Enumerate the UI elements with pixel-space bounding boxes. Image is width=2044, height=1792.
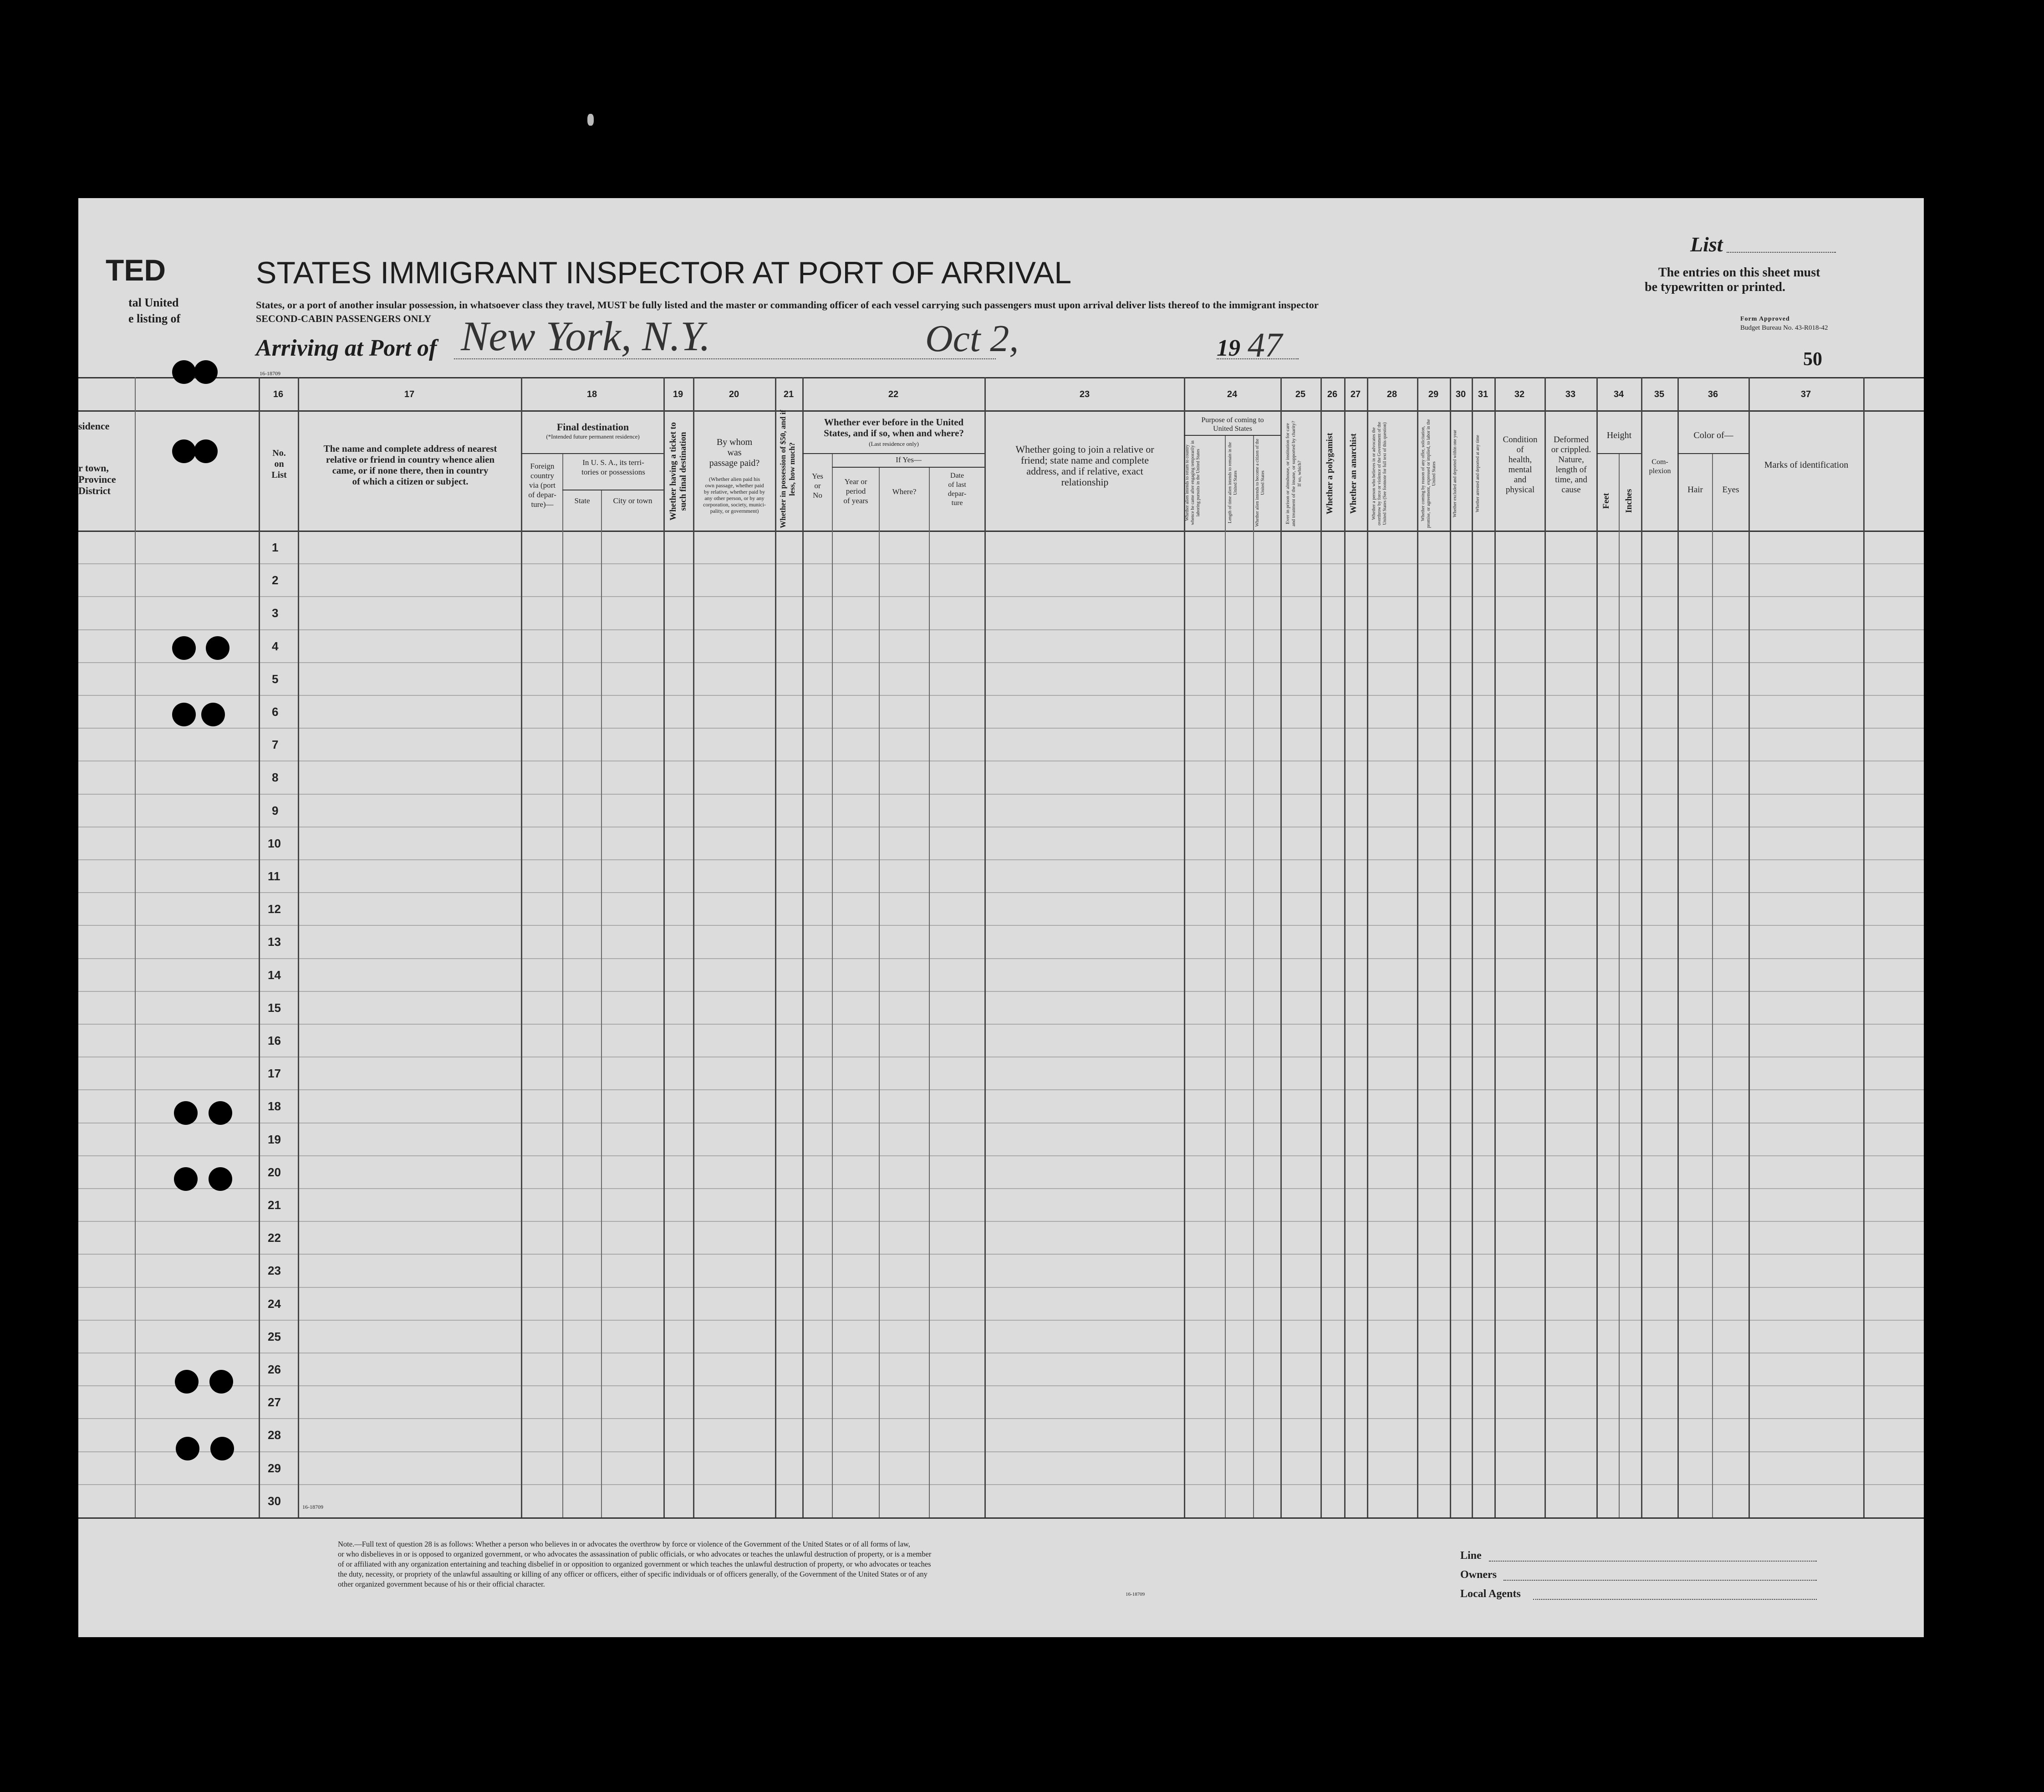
header-if-yes: If Yes—	[896, 455, 922, 464]
table-row	[78, 958, 1924, 959]
row-number: 4	[272, 639, 279, 653]
table-row	[78, 563, 1924, 564]
form-approved: Form Approved	[1740, 316, 1790, 322]
row-number: 14	[268, 968, 281, 982]
table-row	[78, 925, 1924, 926]
punch-hole	[209, 1370, 233, 1394]
list-label: List	[1690, 233, 1723, 256]
subhead-rule	[1677, 453, 1748, 454]
row-number: 24	[268, 1297, 281, 1311]
col-divider	[1320, 377, 1322, 1517]
stub-district: District	[78, 485, 111, 496]
table-row	[78, 859, 1924, 860]
header-join-relative: Whether going to join a relative or friend; state name and complete address, and if relative, exact relationship	[1015, 444, 1154, 488]
punch-hole	[176, 1437, 199, 1460]
left-fragment-heading: TED	[106, 253, 166, 287]
column-number: 37	[1800, 389, 1811, 399]
table-row	[78, 1385, 1924, 1386]
class-label: SECOND-CABIN PASSENGERS ONLY	[256, 313, 432, 324]
row-number: 25	[268, 1329, 281, 1343]
header-marks: Marks of identification	[1764, 460, 1849, 470]
column-number: 22	[888, 389, 899, 399]
header-state: State	[574, 496, 590, 505]
row-number: 9	[272, 803, 279, 817]
col-divider	[1417, 377, 1418, 1517]
header-usa: In U. S. A., its terri- tories or possessions	[581, 458, 645, 476]
col-divider	[1712, 453, 1713, 1517]
col-divider	[1494, 377, 1496, 1517]
punch-hole	[172, 636, 196, 660]
col-divider	[1225, 435, 1226, 1517]
year-printed: 19	[1217, 335, 1240, 361]
row-number: 11	[268, 869, 280, 883]
col-divider	[663, 377, 665, 1517]
col-divider	[1184, 377, 1185, 1517]
col-divider	[259, 377, 260, 1517]
page-title: STATES IMMIGRANT INSPECTOR AT PORT OF ARRIVAL	[256, 255, 1072, 290]
column-number: 35	[1654, 389, 1665, 399]
column-number: 32	[1514, 389, 1525, 399]
column-number: 21	[783, 389, 794, 399]
punch-hole	[172, 360, 196, 384]
table-top-border	[78, 377, 1924, 378]
row-number: 5	[272, 672, 279, 686]
header-feet: Feet	[1601, 493, 1611, 509]
header-anarchist: Whether an anarchist	[1349, 433, 1358, 514]
punch-hole	[209, 1167, 232, 1191]
header-year: Year or period of years	[843, 477, 868, 505]
col-divider	[1677, 377, 1679, 1517]
table-row	[78, 728, 1924, 729]
punch-hole	[206, 636, 229, 660]
col-divider	[1641, 377, 1642, 1517]
footer-note: Note.—Full text of question 28 is as follows: Whether a person who believes in or advocates the overthrow by force or violence of the Government of the United States or of all forms of law, or who disbelieves in or is opposed to organized government, or who advocates the assassination of public officials, or who advocates or teaches the unlawful destruction of property, or is a member of or affiliated with any organization entertaining and teaching disbelief in or opposition to organized government or which teaches the unlawful destruction of property, or who advocates or teaches the duty, necessity, or propriety of the unlawful assaulting or killing of any officer or officers, either of specific individuals or of officers generally, of the Government of the United States or of any other organized government because of his or their official character.	[338, 1540, 932, 1588]
header-fifty-dollars: Whether in possession of $50, and if less, how much?	[779, 410, 796, 528]
row-number: 8	[272, 771, 279, 785]
header-date-departure: Date of last depar- ture	[948, 472, 967, 507]
header-purpose: Purpose of coming to United States	[1201, 416, 1264, 433]
row-number: 2	[272, 573, 279, 587]
left-fragment-text: tal United	[128, 296, 179, 309]
header-complexion: Com- plexion	[1649, 458, 1671, 475]
column-number: 20	[729, 389, 739, 399]
punch-hole	[194, 360, 218, 384]
row-number: 17	[268, 1067, 281, 1081]
owners-label: Owners	[1460, 1569, 1497, 1581]
punch-hole	[209, 1101, 232, 1125]
owners-field	[1504, 1580, 1817, 1581]
column-number: 28	[1386, 389, 1397, 399]
col-divider	[601, 490, 602, 1517]
header-prison: Ever in prison or almshouse, or institution for care and treatment of the insane, or supported by charity? If so, which?	[1285, 421, 1302, 526]
header-polygamist: Whether a polygamist	[1325, 433, 1335, 515]
entries-note: The entries on this sheet must	[1658, 265, 1820, 280]
row-number: 20	[268, 1165, 281, 1179]
punch-hole	[174, 1167, 198, 1191]
entries-note: be typewritten or printed.	[1645, 280, 1785, 294]
date-handwritten: Oct 2,	[925, 317, 1019, 360]
col-divider	[832, 453, 833, 1517]
col-divider	[1748, 377, 1750, 1517]
table-row	[78, 892, 1924, 893]
row-number: 12	[268, 902, 281, 916]
subhead-rule	[521, 453, 663, 454]
header-bottom-rule	[78, 531, 1924, 532]
punch-hole	[174, 1101, 198, 1125]
subhead-rule	[1596, 453, 1641, 454]
colnum-rule	[78, 410, 1924, 412]
col-divider	[802, 377, 804, 1517]
column-number: 27	[1350, 389, 1361, 399]
row-number: 15	[268, 1001, 281, 1015]
col-divider	[1367, 377, 1368, 1517]
table-row	[78, 1254, 1924, 1255]
row-number: 23	[268, 1264, 281, 1278]
header-nearest-relative: The name and complete address of nearest relative or friend in country whence alien came, or if none there, then in country of which a citizen or subject.	[323, 443, 497, 487]
col-divider	[984, 377, 986, 1517]
punch-hole	[175, 1370, 199, 1394]
header-condition-health: Condition of health, mental and physical	[1503, 435, 1538, 495]
header-purpose-return: Whether alien intends to return to country whence he came after engaging temporarily in laboring pursuits in the United States	[1185, 440, 1201, 525]
footer-form-code: 16-18709	[302, 1504, 323, 1510]
row-number: 21	[268, 1198, 281, 1212]
table-row	[78, 695, 1924, 696]
header-ticket: Whether having a ticket to such final destination	[668, 422, 688, 521]
table-row	[78, 1418, 1924, 1419]
row-number: 1	[272, 541, 279, 554]
stub-divider	[135, 377, 136, 1517]
table-row	[78, 1024, 1924, 1025]
table-row	[78, 794, 1924, 795]
punch-hole	[194, 439, 218, 463]
table-row	[78, 1484, 1924, 1485]
header-purpose-citizen: Whether alien intends to become a citizen of the United States	[1255, 439, 1265, 527]
col-divider	[1253, 435, 1254, 1517]
table-bottom-rule	[78, 1517, 1924, 1519]
table-row	[78, 596, 1924, 597]
column-number: 18	[586, 389, 597, 399]
column-number: 19	[673, 389, 683, 399]
row-number: 27	[268, 1395, 281, 1409]
agents-field	[1533, 1599, 1817, 1600]
port-handwritten: New York, N.Y.	[461, 313, 711, 359]
column-number: 33	[1565, 389, 1576, 399]
row-number: 3	[272, 606, 279, 620]
header-foreign-country: Foreign country via (port of depar- ture)—	[528, 462, 556, 509]
column-number: 31	[1478, 389, 1488, 399]
column-number: 17	[404, 389, 415, 399]
col-divider	[1472, 377, 1473, 1517]
row-number: 30	[268, 1494, 281, 1508]
row-number: 10	[268, 836, 281, 850]
header-deformed: Deformed or crippled. Nature, length of time, and cause	[1551, 435, 1591, 495]
col-divider	[1863, 377, 1865, 1517]
line-label: Line	[1460, 1550, 1482, 1562]
form-code: 16-18709	[260, 370, 280, 377]
punch-hole	[210, 1437, 234, 1460]
table-row	[78, 1451, 1924, 1452]
col-divider	[1450, 377, 1451, 1517]
column-number: 29	[1428, 389, 1439, 399]
table-row	[78, 1155, 1924, 1156]
col-divider	[1280, 377, 1282, 1517]
col-divider	[929, 467, 930, 1517]
stub-residence: sidence	[78, 420, 110, 432]
header-excluded: Whether excluded and deported within one year	[1453, 429, 1458, 518]
column-number: 34	[1613, 389, 1624, 399]
punch-hole	[172, 703, 196, 726]
line-field	[1489, 1561, 1817, 1562]
header-hair: Hair	[1687, 485, 1703, 495]
row-number: 29	[268, 1461, 281, 1475]
header-color-of: Color of—	[1693, 430, 1733, 440]
col-divider	[298, 377, 299, 1517]
column-number: 36	[1708, 389, 1718, 399]
header-ever-before: Whether ever before in the United States, and if so, when and where? (Last residence only)	[824, 417, 964, 447]
row-number: 28	[268, 1428, 281, 1442]
col-divider	[562, 453, 563, 1517]
table-row	[78, 629, 1924, 630]
header-q28: Whether a person who believes in or advocates the overthrow by force or violence of the Government of the United States (See footnote for full text of this question)	[1371, 422, 1387, 526]
table-row	[78, 1320, 1924, 1321]
budget-bureau: Budget Bureau No. 43-R018-42	[1740, 324, 1828, 332]
header-where: Where?	[892, 487, 917, 496]
table-row	[78, 1089, 1924, 1090]
subhead-rule	[832, 467, 984, 468]
header-yes-or-no: Yes or No	[812, 472, 823, 500]
row-number: 7	[272, 738, 279, 752]
table-row	[78, 662, 1924, 663]
column-number: 23	[1079, 389, 1090, 399]
header-labor-offer: Whether coming by reason of any offer, solicitation, promise, or agreement, expressed or implied, to labor in the United States	[1421, 419, 1437, 528]
col-divider	[521, 377, 522, 1517]
scan-speck	[587, 114, 594, 126]
col-divider	[879, 467, 880, 1517]
header-arrested: Whether arrested and deported at any time	[1475, 435, 1480, 512]
header-passage-note: (Whether alien paid his own passage, whether paid by relative, whether paid by any other person, or by any corporation, society, munici- pality, or government)	[703, 476, 766, 514]
row-number: 6	[272, 705, 279, 719]
row-number: 19	[268, 1132, 281, 1146]
subhead-rule	[1184, 435, 1280, 436]
row-number: 13	[268, 935, 281, 949]
row-number: 16	[268, 1034, 281, 1047]
header-height: Height	[1606, 430, 1632, 440]
footer-note-code: 16-18709	[1126, 1592, 1145, 1597]
list-line	[1727, 252, 1836, 253]
column-number: 26	[1327, 389, 1338, 399]
table-row	[78, 1287, 1924, 1288]
col-divider	[775, 377, 776, 1517]
table-row	[78, 991, 1924, 992]
column-number: 16	[273, 389, 284, 399]
column-number: 25	[1295, 389, 1306, 399]
subhead-rule	[802, 453, 984, 454]
header-city: City or town	[613, 496, 652, 505]
col-divider	[1596, 377, 1598, 1517]
arriving-label: Arriving at Port of	[256, 335, 437, 361]
header-no-on-list: No. on List	[271, 448, 287, 480]
header-purpose-length: Length of time alien intends to remain in the United States	[1228, 442, 1238, 524]
page-number: 50	[1803, 349, 1822, 370]
manifest-sheet	[78, 198, 1924, 1637]
col-divider	[1619, 453, 1620, 1517]
row-number: 18	[268, 1099, 281, 1113]
left-fragment-text: e listing of	[128, 312, 181, 325]
header-eyes: Eyes	[1722, 485, 1739, 495]
instructions-text: States, or a port of another insular possession, in whatsoever class they travel, MUST be fully listed and the master or commanding officer of each vessel carrying such passengers must upon arrival deliver lists thereof to the immigrant inspector	[256, 299, 1319, 311]
column-number: 24	[1227, 389, 1238, 399]
agents-label: Local Agents	[1460, 1588, 1521, 1600]
col-divider	[1544, 377, 1546, 1517]
stub-town: r town,	[78, 462, 109, 474]
header-inches: Inches	[1624, 489, 1634, 513]
punch-hole	[201, 703, 225, 726]
row-number: 22	[268, 1231, 281, 1245]
column-number: 30	[1455, 389, 1466, 399]
punch-hole	[172, 439, 196, 463]
col-divider	[1344, 377, 1346, 1517]
table-row	[78, 1188, 1924, 1189]
col-divider	[693, 377, 694, 1517]
header-final-destination: Final destination (*Intended future permanent residence)	[546, 421, 640, 440]
stub-province: Province	[78, 474, 116, 485]
header-passage-paid: By whom was passage paid?	[709, 437, 760, 468]
row-number: 26	[268, 1363, 281, 1376]
table-row	[78, 1221, 1924, 1222]
year-handwritten: 47	[1248, 326, 1282, 364]
